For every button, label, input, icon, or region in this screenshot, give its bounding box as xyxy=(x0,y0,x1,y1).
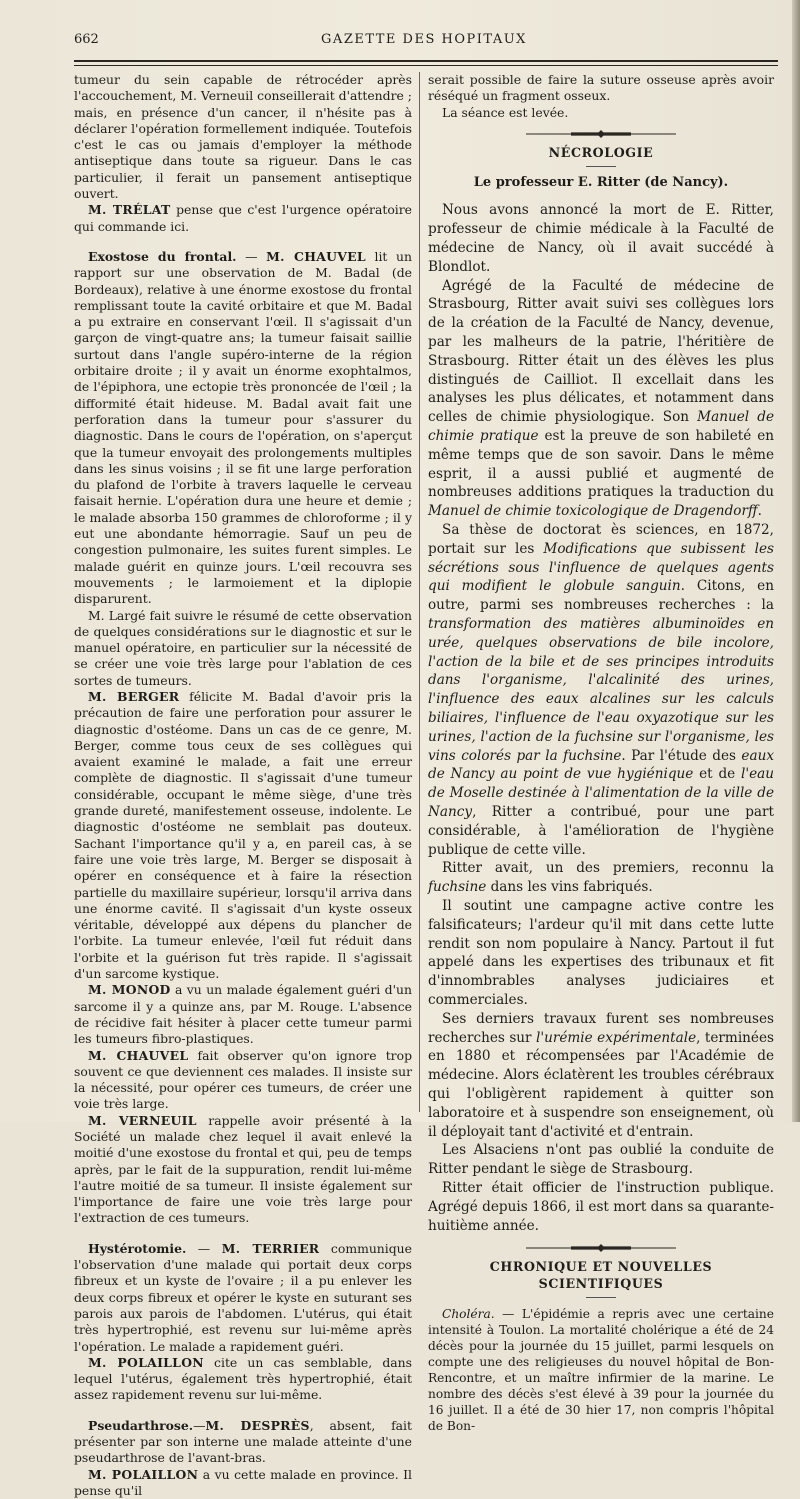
paragraph xyxy=(428,1306,774,1434)
research-titles: transformation des matières albuminoïdes en urée, quelques observations de bile incolore, l'action de la bile et de ses principes introduits dans l'organisme, l'alcalinité des urines, l'influence des eaux alcalines sur les calculs biliaires, l'influence de l'eau oxyazotique sur les urines, l'action de la fuchsine sur l'organisme, les vins colorés par la fuchsine xyxy=(428,616,774,764)
speaker-name: M. POLAILLON xyxy=(88,1466,199,1482)
paragraph-text: pense que c'est l'urgence opératoire qui commande ici. xyxy=(74,202,412,234)
section-hysterotomie xyxy=(74,1241,412,1355)
text: Sa thèse de doctorat ès sciences, en 1872, portait sur les xyxy=(428,522,774,557)
section-heading: Pseudarthrose. xyxy=(88,1417,194,1433)
paragraph xyxy=(74,202,412,235)
ornament-rule-icon xyxy=(526,1243,676,1253)
obituary-body xyxy=(428,201,774,1235)
paragraph: La séance est levée. xyxy=(442,104,569,120)
book-title: Manuel de chimie toxicologique de Dragendorff xyxy=(428,503,758,520)
short-rule xyxy=(586,1297,616,1298)
paragraph-text: , absent, fait présenter par son interne une malade atteinte d'une pseudarthrose de l'avant-bras. xyxy=(74,1417,412,1466)
text: . Par l'étude des xyxy=(621,747,742,764)
left-column xyxy=(74,72,412,1499)
text: Agrégé de la Faculté de médecine de Strasbourg, Ritter avait suivi ses collègues lors de la création de la Faculté de Nancy, devenue, par les malheurs de la patrie, l'héritière de Strasbourg. Ritter était un des élèves les plus distingués de Cailliot. Il excellait dans les analyses les plus délicates, et notamment dans celles de chimie physiologique. Son xyxy=(428,277,774,426)
ornament-divider xyxy=(428,129,774,139)
speaker-name: M. MONOD xyxy=(88,982,171,998)
paragraph: M. Largé fait suivre le résumé de cette observation de quelques considérations sur le diagnostic et sur le manuel opératoire, en particulier sur la nécessité de se créer une voie très large pour l'ablation de ces sortes de tumeurs. xyxy=(74,607,412,688)
obituary-title: Le professeur E. Ritter (de Nancy). xyxy=(473,175,729,191)
text: est la preuve de son habileté en même temps que de son savoir. Dans le même esprit, il a aussi publié et augmenté de nombreuses additions pratiques la traduction du xyxy=(428,428,774,501)
text: . — L'épidémie a repris avec une certaine intensité à Toulon. La mortalité cholérique a été de 24 décès pour la journée du 15 juillet, parmi lesquels on compte une des religieuses du nouvel hôpital de Bon-Rencontre, et un maître infirmier de la marine. Le nombre des décès s'est élevé à 39 pour la journée du 16 juillet. Il a été de 30 hier 17, non compris l'hôpital de Bon- xyxy=(428,1306,774,1433)
paragraph-text: lit un rapport sur une observation de M. Badal (de Bordeaux), relative à une énorme exostose du frontal remplissant toute la cavité orbitaire et que M. Badal a pu extraire en conservant l'œil. Il s'agissait d'un garçon de vingt-quatre ans; la tumeur faisait saillie surtout dans l'angle supéro-interne de la région orbitaire droite ; il y avait un énorme exophtalmos, de l'épiphora, une ectopie très prononcée de l'œil ; la difformité était hideuse. M. Badal avait fait une perforation dans la tumeur pour s'assurer du diagnostic. Dans le cours de l'opération, on s'aperçut que la tumeur envoyait des prolongements multiples dans les sinus voisins ; il se fit une large perforation du plafond de l'orbite à travers laquelle le cerveau faisait hernie. L'opération dura une heure et demie ; le malade absorba 150 grammes de chloroforme ; il y eut une abondante hémorragie. Sauf un peu de congestion pulmonaire, les suites furent simples. Le malade guérit en quinze jours. L'œil recouvra ses mouvements ; le larmoiement et la diplopie disparurent. xyxy=(74,248,412,607)
dash: — xyxy=(236,248,267,264)
paragraph xyxy=(74,1467,412,1499)
header-rule xyxy=(74,60,778,62)
paragraph: Les Alsaciens n'ont pas oublié la conduite de Ritter pendant le siège de Strasbourg. xyxy=(428,1142,774,1178)
paragraph xyxy=(74,982,412,1047)
column-divider xyxy=(419,72,420,1112)
dash: — xyxy=(186,1240,222,1256)
text: . Citons, en outre, parmi ses nombreuses recherches : la xyxy=(428,578,774,614)
speaker-name: M. CHAUVEL xyxy=(88,1047,189,1063)
paragraph xyxy=(428,277,774,521)
term: l'urémie expérimentale xyxy=(536,1029,697,1046)
speaker-name: M. TERRIER xyxy=(221,1240,320,1256)
book-title: Manuel de chimie pratique xyxy=(428,409,774,445)
paragraph: Ritter était officier de l'instruction publique. Agrégé depuis 1866, il est mort dans sa quarante-huitième année. xyxy=(428,1179,774,1234)
paragraph-text: a vu cette malade en province. Il pense qu'il xyxy=(74,1466,412,1498)
right-column xyxy=(428,72,774,1434)
paragraph xyxy=(428,521,774,859)
speaker-name: M. POLAILLON xyxy=(88,1354,204,1370)
section-exostose xyxy=(74,249,412,608)
paragraph xyxy=(74,1113,412,1227)
section-heading: Exostose du frontal. xyxy=(88,248,237,264)
paragraph xyxy=(428,1010,774,1142)
paragraph xyxy=(428,859,774,897)
ornament-rule-icon xyxy=(526,129,676,139)
term: fuchsine xyxy=(428,879,487,896)
speaker-name: M. CHAUVEL xyxy=(266,248,366,264)
research-title: eaux de Nancy au point de vue hygiénique xyxy=(428,747,774,783)
paragraph-text: communique l'observation d'une malade qui portait deux corps fibreux et un kyste de l'ovaire ; il a pu enlever les deux corps fibreux et opérer le kyste en suturant ses parois aux parois de l'abdomen. L'utérus, qui était très hypertrophié, est revenu sur lui-même après l'opération. Le malade a rapidement guéri. xyxy=(74,1240,412,1354)
text: Ses derniers travaux furent ses nombreuses recherches sur xyxy=(428,1010,774,1046)
journal-title: GAZETTE DES HOPITAUX xyxy=(321,32,527,47)
section-heading: Hystérotomie. xyxy=(88,1240,187,1256)
research-title: l'eau de Moselle destinée à l'alimentation de la ville de Nancy xyxy=(428,766,775,820)
chronique-body xyxy=(428,1306,774,1434)
paragraph: serait possible de faire la suture osseuse après avoir réséqué un fragment osseux. xyxy=(428,72,774,104)
speaker-name: M. BERGER xyxy=(88,688,180,704)
text: , terminées en 1880 et récompensées par l'Académie de médecine. Alors éclatèrent les troubles cérébraux qui l'obligèrent rapidement à quitter son laboratoire et à suspendre son enseignement, où il déployait tant d'activité et d'entrain. xyxy=(428,1029,774,1140)
paragraph-text: félicite M. Badal d'avoir pris la précaution de faire une perforation pour assurer le diagnostic d'ostéome. Dans un cas de ce genre, M. Berger, comme tous ceux de ses collègues qui avaient examiné le malade, a fait une erreur complète de diagnostic. Il s'agissait d'une tumeur considérable, occupant le même siège, d'une très grande dureté, manifestement osseuse, indolente. Le diagnostic d'ostéome ne semblait pas douteux. Sachant l'importance qu'il y a, en pareil cas, à se faire une voie très large, M. Berger se disposait à opérer en conséquence et à faire la résection partielle du maxillaire supérieur, lorsqu'il arriva dans une énorme cavité. Il s'agissait d'un kyste osseux véritable, développé aux dépens du plancher de l'orbite. La tumeur enlevée, l'œil fut réduit dans l'orbite et la guérison fut très rapide. Il s'agissait d'un sarcome kystique. xyxy=(74,688,412,982)
thesis-title: Modifications que subissent les sécrétions sous l'influence de quelques agents qui modifient le globule sanguin xyxy=(428,540,774,595)
paragraph-text: a vu un malade également guéri d'un sarcome il y a quinze ans, par M. Rouge. L'absence de récidive fait hésiter à placer cette tumeur parmi les tumeurs fibro-plastiques. xyxy=(74,982,412,1047)
topic-label: Choléra xyxy=(442,1306,491,1321)
header-rule-thin xyxy=(74,65,778,66)
paragraph xyxy=(74,1048,412,1113)
paragraph-text: fait observer qu'on ignore trop souvent ce que deviennent ces malades. Il insiste sur la nécessité, pour opérer ces tumeurs, de créer une voie très large. xyxy=(74,1047,413,1112)
paragraph xyxy=(74,689,412,982)
text: dans les vins fabriqués. xyxy=(486,879,653,896)
paragraph xyxy=(74,1355,412,1404)
page-header xyxy=(74,32,774,54)
page-number: 662 xyxy=(74,32,99,47)
dash: — xyxy=(193,1417,206,1433)
section-pseudarthrose xyxy=(74,1418,412,1467)
text: Ritter avait, un des premiers, reconnu la xyxy=(442,860,774,877)
paragraph: tumeur du sein capable de rétrocéder après l'accouchement, M. Verneuil conseillerait d'attendre ; mais, en présence d'un cancer, il n'hésite pas à déclarer l'opération formellement indiquée. Toutefois c'est le cas ou jamais d'employer la méthode antiseptique dans toute sa rigueur. Dans le cas particulier, il ferait un pansement antiseptique ouvert. xyxy=(74,72,412,202)
paragraph-text: cite un cas semblable, dans lequel l'utérus, également très hypertrophié, était assez rapidement revenu sur lui-même. xyxy=(74,1354,412,1403)
short-rule xyxy=(586,166,616,167)
paragraph: Il soutint une campagne active contre les falsificateurs; l'ardeur qu'il mit dans cette lutte rendit son nom populaire à Nancy. Partout il fut appelé dans les expertises des tribunaux et fit d'innombrables analyses judiciaires et commerciales. xyxy=(428,897,774,1008)
text: et de xyxy=(693,766,742,783)
necrologie-heading: NÉCROLOGIE xyxy=(548,144,654,160)
ornament-divider xyxy=(428,1243,774,1253)
speaker-name: M. DESPRÈS xyxy=(205,1417,310,1433)
paragraph-text: rappelle avoir présenté à la Société un malade chez lequel il avait enlevé la moitié d'une exostose du frontal et qui, peu de temps après, par le fait de la suppuration, rendit lui-même l'autre moitié de sa tumeur. Il insiste également sur l'importance de faire une voie très large pour l'extraction de ces tumeurs. xyxy=(74,1112,412,1226)
chronique-heading: CHRONIQUE ET NOUVELLES SCIENTIFIQUES xyxy=(489,1259,713,1291)
page-edge-shadow xyxy=(792,0,800,1122)
speaker-name: M. TRÉLAT xyxy=(88,202,171,218)
text: , Ritter a contribué, pour une part considérable, à l'amélioration de l'hygiène publique de cette ville. xyxy=(428,803,774,858)
speaker-name: M. VERNEUIL xyxy=(88,1112,197,1128)
paragraph: Nous avons annoncé la mort de E. Ritter, professeur de chimie médicale à la Faculté de médecine de Nancy, où il avait succédé à Blondlot. xyxy=(428,202,774,275)
text: . xyxy=(757,503,762,520)
